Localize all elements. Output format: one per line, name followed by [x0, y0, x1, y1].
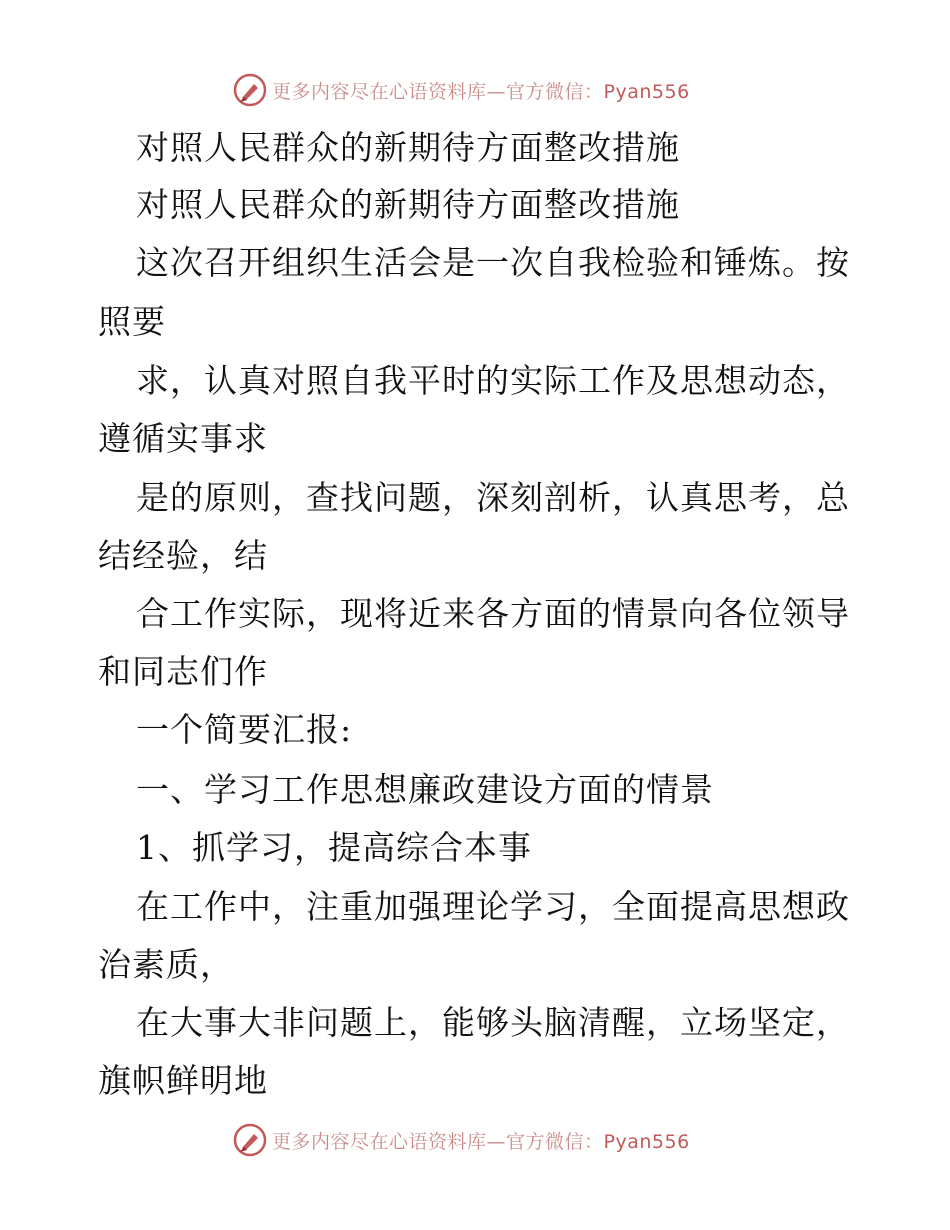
paragraph-line: 遵循实事求: [98, 419, 268, 458]
pen-logo-icon: [232, 1122, 268, 1158]
banner-text: 更多内容尽在心语资料库—官方微信：: [272, 80, 604, 103]
paragraph-line: 和同志们作: [98, 652, 268, 691]
section-heading: 一、学习工作思想廉政建设方面的情景: [136, 770, 714, 809]
footer-watermark-banner: [232, 1120, 690, 1160]
paragraph-line: 治素质，: [98, 945, 234, 984]
paragraph-line: 合工作实际，现将近来各方面的情景向各位领导: [136, 594, 850, 633]
banner-account: Pyan556: [603, 80, 690, 103]
paragraph-line: 这次召开组织生活会是一次自我检验和锤炼。按: [136, 243, 850, 282]
paragraph-line: 是的原则，查找问题，深刻剖析，认真思考，总: [136, 478, 850, 517]
paragraph-line: 在大事大非问题上，能够头脑清醒，立场坚定，: [136, 1003, 850, 1042]
banner-text: 更多内容尽在心语资料库—官方微信：: [272, 1130, 604, 1153]
paragraph-line: 结经验，结: [98, 536, 268, 575]
document-subtitle: 对照人民群众的新期待方面整改措施: [136, 185, 680, 224]
subsection-heading: 1、抓学习，提高综合本事: [136, 828, 532, 867]
paragraph-line: 求，认真对照自我平时的实际工作及思想动态，: [136, 361, 850, 400]
banner-account: Pyan556: [603, 1130, 690, 1153]
paragraph-line: 照要: [98, 302, 166, 341]
paragraph-line: 一个简要汇报:: [136, 710, 353, 749]
paragraph-line: 旗帜鲜明地: [98, 1061, 268, 1100]
paragraph-line: 在工作中，注重加强理论学习，全面提高思想政: [136, 887, 850, 926]
document-title: 对照人民群众的新期待方面整改措施: [136, 128, 680, 167]
